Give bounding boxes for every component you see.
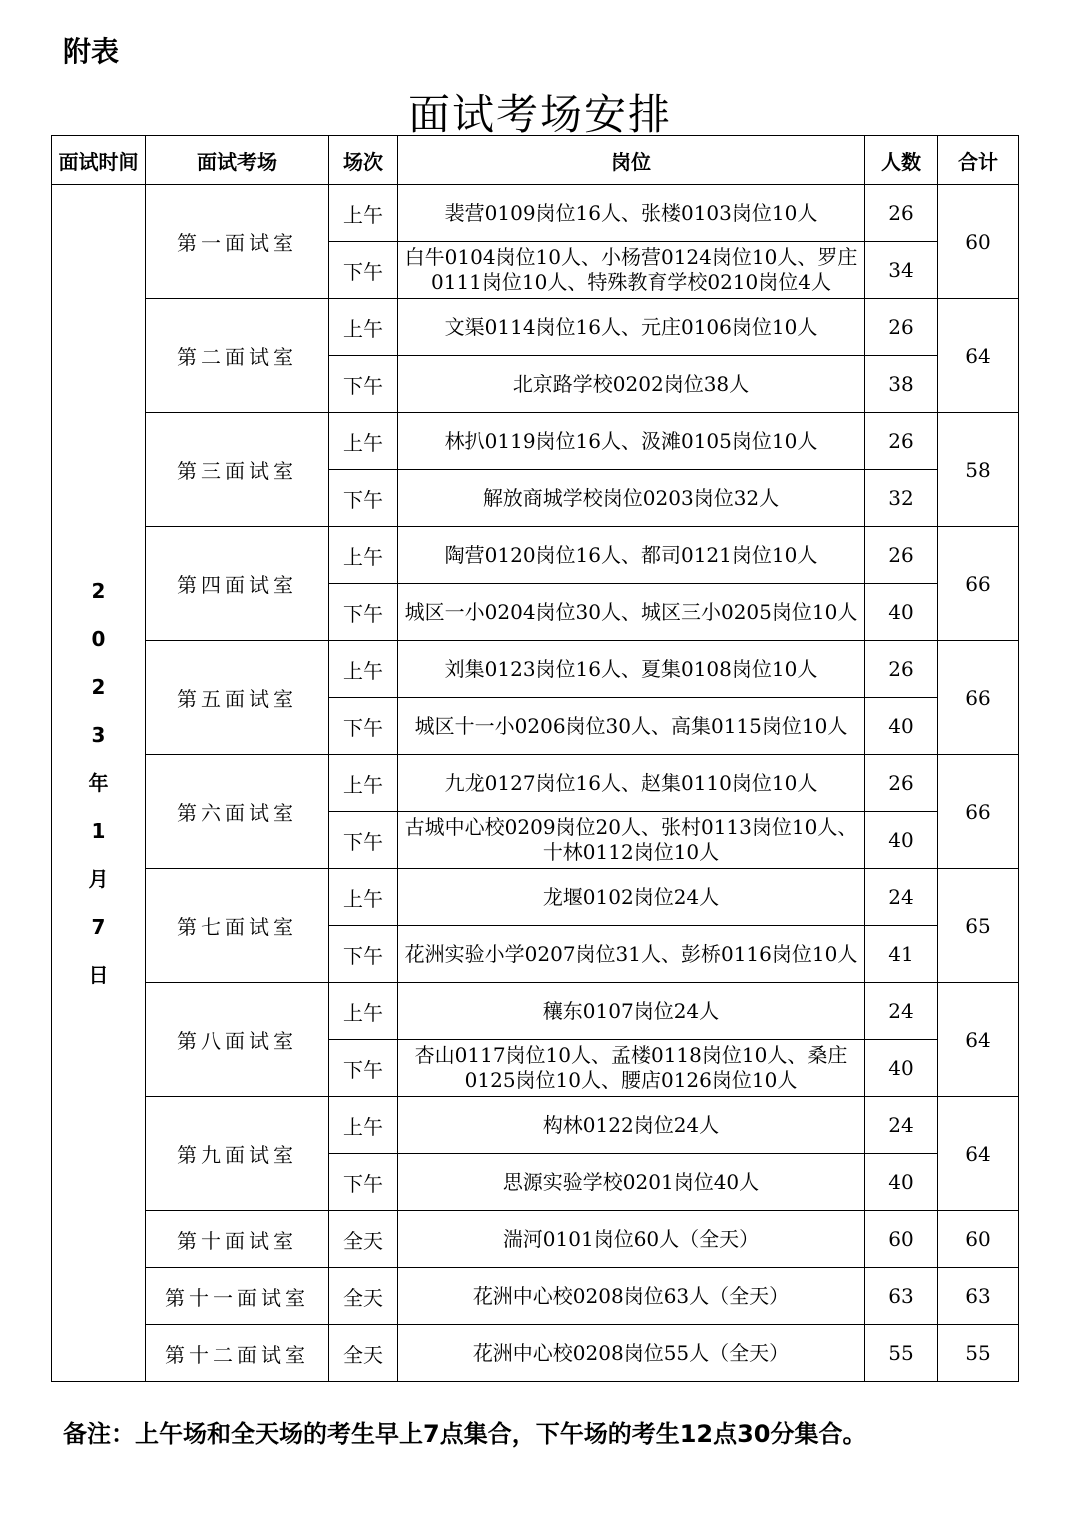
date-character: 2: [91, 579, 106, 603]
session-count: 26: [865, 527, 938, 584]
appendix-label: 附表: [63, 35, 120, 68]
header-positions: 岗位: [398, 136, 865, 185]
session-positions: 穰东0107岗位24人: [398, 983, 865, 1040]
session-time: 下午: [329, 926, 398, 983]
session-count: 32: [865, 470, 938, 527]
header-room: 面试考场: [146, 136, 329, 185]
room-total: 65: [938, 869, 1019, 983]
session-time: 下午: [329, 1154, 398, 1211]
session-count: 40: [865, 1040, 938, 1097]
session-positions: 思源实验学校0201岗位40人: [398, 1154, 865, 1211]
session-positions: 北京路学校0202岗位38人: [398, 356, 865, 413]
session-count: 26: [865, 413, 938, 470]
room-total: 58: [938, 413, 1019, 527]
session-positions: 龙堰0102岗位24人: [398, 869, 865, 926]
session-time: 上午: [329, 299, 398, 356]
date-character: 3: [91, 723, 106, 747]
table-row: [52, 527, 1019, 584]
room-name: 第五面试室: [146, 641, 329, 755]
session-count: 26: [865, 185, 938, 242]
session-positions: 白牛0104岗位10人、小杨营0124岗位10人、罗庄0111岗位10人、特殊教育学校0210岗位4人: [398, 242, 865, 299]
session-count: 41: [865, 926, 938, 983]
session-time: 上午: [329, 413, 398, 470]
date-character: 1: [91, 819, 106, 843]
session-positions: 城区一小0204岗位30人、城区三小0205岗位10人: [398, 584, 865, 641]
session-positions: 花洲中心校0208岗位55人（全天）: [398, 1325, 865, 1382]
table-row: [52, 1325, 1019, 1382]
session-count: 24: [865, 983, 938, 1040]
room-name: 第十面试室: [146, 1211, 329, 1268]
session-count: 63: [865, 1268, 938, 1325]
page-title: 面试考场安排: [407, 90, 672, 139]
table-row: [52, 755, 1019, 812]
room-total: 64: [938, 1097, 1019, 1211]
session-count: 40: [865, 698, 938, 755]
room-total: 64: [938, 299, 1019, 413]
header-total: 合计: [938, 136, 1019, 185]
room-total: 66: [938, 755, 1019, 869]
session-positions: 裴营0109岗位16人、张楼0103岗位10人: [398, 185, 865, 242]
session-positions: 构林0122岗位24人: [398, 1097, 865, 1154]
session-count: 40: [865, 1154, 938, 1211]
session-positions: 九龙0127岗位16人、赵集0110岗位10人: [398, 755, 865, 812]
session-time: 下午: [329, 812, 398, 869]
room-name: 第十二面试室: [146, 1325, 329, 1382]
room-name: 第八面试室: [146, 983, 329, 1097]
session-count: 24: [865, 869, 938, 926]
session-time: 下午: [329, 242, 398, 299]
session-time: 上午: [329, 755, 398, 812]
session-time: 上午: [329, 527, 398, 584]
date-character: 年: [88, 771, 109, 795]
schedule-body: [52, 185, 1019, 1382]
room-name: 第十一面试室: [146, 1268, 329, 1325]
room-name: 第四面试室: [146, 527, 329, 641]
table-row: [52, 983, 1019, 1040]
session-time: 上午: [329, 185, 398, 242]
session-count: 40: [865, 812, 938, 869]
footnote: 备注：上午场和全天场的考生早上7点集合，下午场的考生12点30分集合。: [63, 1420, 867, 1448]
session-time: 上午: [329, 869, 398, 926]
header-row: [52, 136, 1019, 185]
session-time: 全天: [329, 1325, 398, 1382]
table-row: [52, 869, 1019, 926]
session-count: 38: [865, 356, 938, 413]
session-time: 上午: [329, 641, 398, 698]
session-time: 下午: [329, 356, 398, 413]
room-name: 第九面试室: [146, 1097, 329, 1211]
date-character: 日: [88, 963, 109, 987]
table-row: [52, 185, 1019, 242]
room-total: 64: [938, 983, 1019, 1097]
session-positions: 城区十一小0206岗位30人、高集0115岗位10人: [398, 698, 865, 755]
session-positions: 陶营0120岗位16人、都司0121岗位10人: [398, 527, 865, 584]
date-cell: [52, 185, 146, 1382]
room-name: 第一面试室: [146, 185, 329, 299]
date-character: 7: [91, 915, 106, 939]
room-total: 60: [938, 185, 1019, 299]
session-count: 34: [865, 242, 938, 299]
header-session: 场次: [329, 136, 398, 185]
session-count: 55: [865, 1325, 938, 1382]
session-time: 下午: [329, 1040, 398, 1097]
header-count: 人数: [865, 136, 938, 185]
session-time: 上午: [329, 983, 398, 1040]
session-count: 26: [865, 755, 938, 812]
table-row: [52, 299, 1019, 356]
room-name: 第六面试室: [146, 755, 329, 869]
session-positions: 文渠0114岗位16人、元庄0106岗位10人: [398, 299, 865, 356]
session-count: 24: [865, 1097, 938, 1154]
session-positions: 刘集0123岗位16人、夏集0108岗位10人: [398, 641, 865, 698]
room-total: 55: [938, 1325, 1019, 1382]
session-time: 下午: [329, 470, 398, 527]
room-total: 60: [938, 1211, 1019, 1268]
room-total: 66: [938, 527, 1019, 641]
session-positions: 花洲中心校0208岗位63人（全天）: [398, 1268, 865, 1325]
table-row: [52, 1268, 1019, 1325]
table-row: [52, 1097, 1019, 1154]
session-positions: 湍河0101岗位60人（全天）: [398, 1211, 865, 1268]
date-character: 月: [88, 867, 109, 891]
session-time: 下午: [329, 584, 398, 641]
room-total: 63: [938, 1268, 1019, 1325]
date-character: 2: [91, 675, 106, 699]
session-positions: 杏山0117岗位10人、孟楼0118岗位10人、桑庄0125岗位10人、腰店0126岗位10人: [398, 1040, 865, 1097]
session-time: 全天: [329, 1268, 398, 1325]
session-count: 40: [865, 584, 938, 641]
session-time: 下午: [329, 698, 398, 755]
session-time: 全天: [329, 1211, 398, 1268]
session-positions: 解放商城学校岗位0203岗位32人: [398, 470, 865, 527]
session-positions: 花洲实验小学0207岗位31人、彭桥0116岗位10人: [398, 926, 865, 983]
session-positions: 林扒0119岗位16人、汲滩0105岗位10人: [398, 413, 865, 470]
session-positions: 古城中心校0209岗位20人、张村0113岗位10人、十林0112岗位10人: [398, 812, 865, 869]
session-count: 60: [865, 1211, 938, 1268]
table-row: [52, 641, 1019, 698]
room-name: 第二面试室: [146, 299, 329, 413]
date-character: 0: [91, 627, 106, 651]
session-count: 26: [865, 641, 938, 698]
room-total: 66: [938, 641, 1019, 755]
room-name: 第七面试室: [146, 869, 329, 983]
table-row: [52, 1211, 1019, 1268]
room-name: 第三面试室: [146, 413, 329, 527]
session-count: 26: [865, 299, 938, 356]
header-date: 面试时间: [52, 136, 146, 185]
session-time: 上午: [329, 1097, 398, 1154]
schedule-table: [51, 135, 1019, 1382]
table-row: [52, 413, 1019, 470]
